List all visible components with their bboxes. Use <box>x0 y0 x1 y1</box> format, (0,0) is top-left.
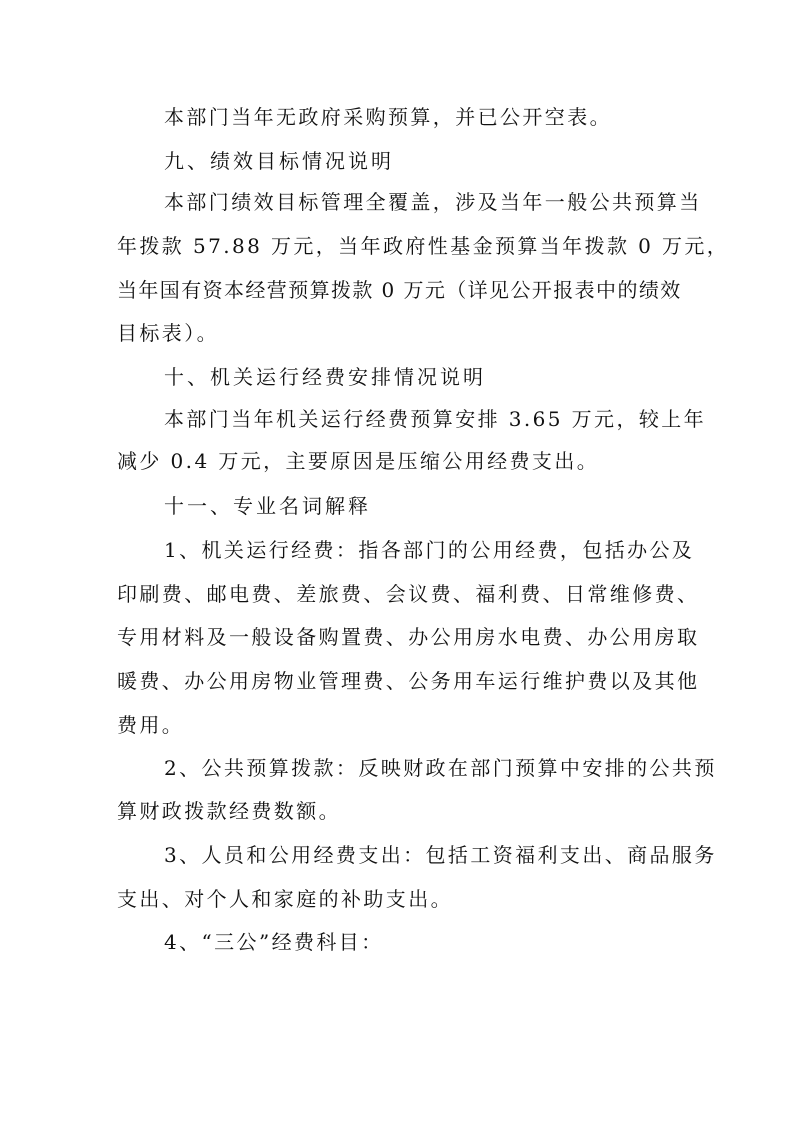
glossary-item-1-line-2: 印刷费、邮电费、差旅费、会议费、福利费、日常维修费、 <box>117 582 700 606</box>
paragraph-performance-line-4: 目标表）。 <box>117 321 219 345</box>
glossary-item-1-line-5: 费用。 <box>117 713 185 737</box>
glossary-item-2-line-2: 算财政拨款经费数额。 <box>117 799 341 823</box>
glossary-item-2-line-1: 2、公共预算拨款：反映财政在部门预算中安排的公共预 <box>164 756 717 780</box>
section-heading-glossary: 十一、专业名词解释 <box>164 494 371 518</box>
glossary-item-3-line-2: 支出、对个人和家庭的补助支出。 <box>117 887 453 911</box>
glossary-item-4-heading: 4、“三公”经费科目： <box>164 930 384 954</box>
paragraph-operating-line-1: 本部门当年机关运行经费预算安排 3.65 万元，较上年 <box>164 407 707 431</box>
paragraph-performance-line-2: 年拨款 57.88 万元，当年政府性基金预算当年拨款 0 万元， <box>117 234 730 258</box>
glossary-item-3-line-1: 3、人员和公用经费支出：包括工资福利支出、商品服务 <box>164 843 717 867</box>
glossary-item-1-line-3: 专用材料及一般设备购置费、办公用房水电费、办公用房取 <box>117 625 700 649</box>
paragraph-operating-line-2: 减少 0.4 万元，主要原因是压缩公用经费支出。 <box>117 449 600 473</box>
paragraph-procurement: 本部门当年无政府采购预算，并已公开空表。 <box>164 105 612 129</box>
glossary-item-1-line-1: 1、机关运行经费：指各部门的公用经费，包括办公及 <box>164 538 695 562</box>
paragraph-performance-line-1: 本部门绩效目标管理全覆盖，涉及当年一般公共预算当 <box>164 190 702 214</box>
glossary-item-1-line-4: 暖费、办公用房物业管理费、公务用车运行维护费以及其他 <box>117 669 700 693</box>
section-heading-operating-expenses: 十、机关运行经费安排情况说明 <box>164 365 486 389</box>
section-heading-performance: 九、绩效目标情况说明 <box>164 149 394 173</box>
paragraph-performance-line-3: 当年国有资本经营预算拨款 0 万元（详见公开报表中的绩效 <box>117 278 682 302</box>
